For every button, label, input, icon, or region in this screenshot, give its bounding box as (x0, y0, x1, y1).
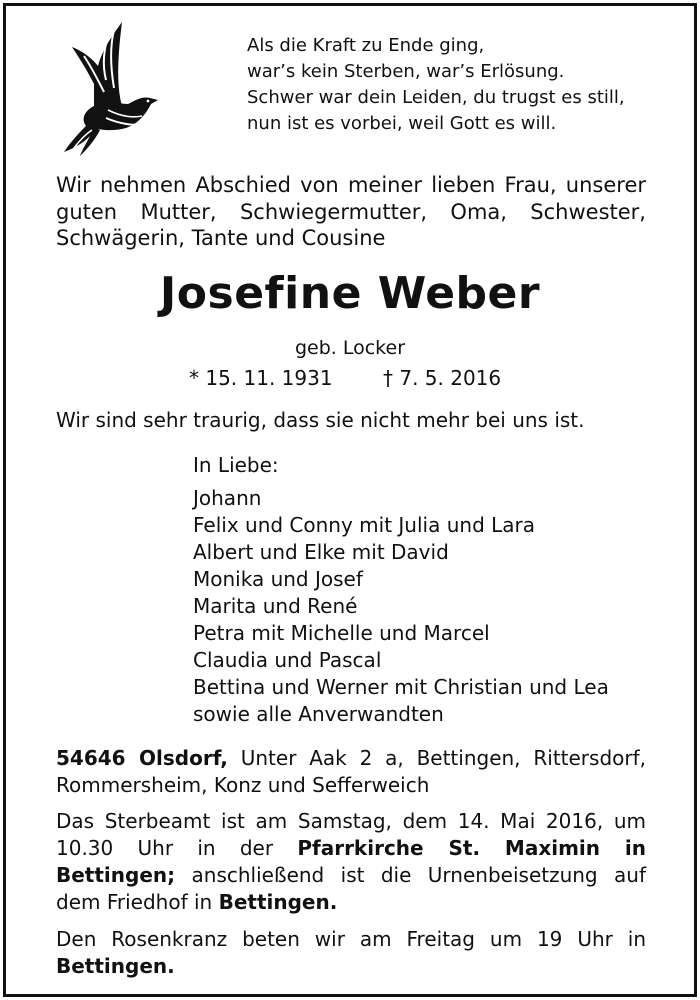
address-town: 54646 Olsdorf, (56, 746, 228, 770)
farewell-intro: Wir nehmen Abschied von meiner lieben Frau, unserer guten Mutter, Schwiegermutter, Oma, Schwester, Schwägerin, Tante und Cousine (56, 173, 646, 250)
death-date: † 7. 5. 2016 (383, 366, 502, 390)
poem-line: nun ist es vorbei, weil Gott es will. (247, 113, 557, 134)
family-address (56, 745, 646, 799)
mourner-item: Bettina und Werner mit Christian und Lea (193, 675, 609, 699)
mourner-item: Claudia und Pascal (193, 648, 382, 672)
mourner-item: Albert und Elke mit David (193, 540, 449, 564)
address-places: Unter Aak 2 a, Bettingen, Rittersdorf, Rommersheim, Konz und Sefferweich (56, 746, 647, 797)
funeral-service-info (56, 808, 646, 916)
sadness-statement: Wir sind sehr traurig, dass sie nicht mehr bei uns ist. (56, 408, 585, 432)
mourner-item: Marita und René (193, 594, 358, 618)
mourner-item: Felix und Conny mit Julia und Lara (193, 513, 535, 537)
service-place: Bettingen. (218, 890, 338, 914)
dove-icon (50, 14, 165, 159)
poem-line: war’s kein Sterben, war’s Erlösung. (247, 61, 565, 82)
poem-line: Als die Kraft zu Ende ging, (247, 35, 485, 56)
mourner-list (193, 485, 609, 728)
in-love-label: In Liebe: (193, 453, 279, 477)
mourner-item: Johann (193, 486, 262, 510)
service-church: Pfarrkirche St. Maximin in Bettingen; (56, 836, 646, 887)
service-text: Das Sterbeamt ist am Samstag, dem 14. Mai 2016, um 10.30 Uhr in der (56, 809, 646, 860)
deceased-name: Josefine Weber (159, 268, 541, 319)
mourner-item: Petra mit Michelle und Marcel (193, 621, 490, 645)
birth-date: * 15. 11. 1931 (189, 366, 333, 390)
service-text-2: anschließend ist die Urnenbeisetzung auf dem Friedhof in (56, 863, 646, 914)
poem-line: Schwer war dein Leiden, du trugst es still, (247, 87, 625, 108)
rosary-place: Bettingen. (56, 954, 175, 978)
maiden-name: geb. Locker (294, 337, 406, 359)
rosary-text: Den Rosenkranz beten wir am Freitag um 19 Uhr in (56, 927, 646, 951)
mourner-item: sowie alle Anverwandten (193, 702, 444, 726)
mourner-item: Monika und Josef (193, 567, 363, 591)
poem (247, 33, 625, 137)
rosary-info (56, 926, 646, 980)
